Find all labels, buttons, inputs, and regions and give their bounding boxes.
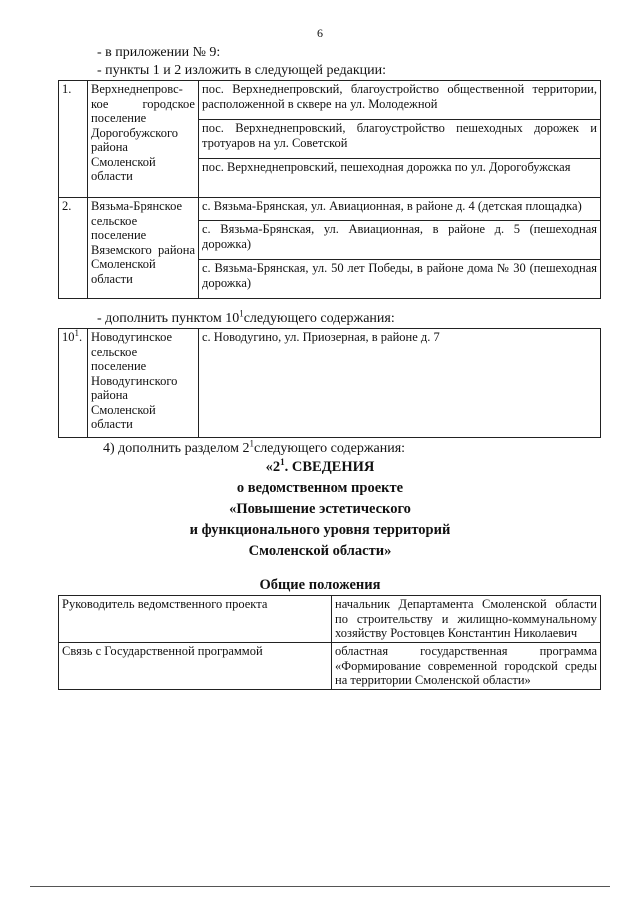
object-cell: пос. Верхнеднепровский, благоустройство пешеходных дорожек и тротуаров на ул. Советской [199, 120, 601, 159]
general-provisions-table [58, 595, 601, 690]
row-number: 2. [59, 198, 88, 299]
general-value: областная государственная программа «Формирование современной городской среды на территории Смоленской области» [332, 643, 601, 690]
general-label: Связь с Государственной программой [59, 643, 332, 690]
table-row [59, 198, 601, 221]
table-row [59, 643, 601, 690]
table-row [59, 329, 601, 438]
table-row [59, 81, 601, 120]
section-title [0, 457, 640, 478]
supplement-line [97, 308, 395, 327]
section-subtitle-4: Смоленской области» [248, 543, 392, 559]
supplement-table [58, 328, 601, 438]
page-number: 6 [317, 26, 323, 40]
section-line [103, 438, 406, 457]
row-number-text: 10 [62, 330, 75, 344]
section-title-sup: 1 [280, 457, 285, 468]
municipality-cell: Вязьма-Брянское сельское поселение Вяземского района Смоленской области [88, 198, 199, 299]
section-subtitle-3: и функционального уровня территорий [189, 522, 451, 538]
projects-table [58, 80, 601, 299]
object-cell: пос. Верхнеднепровский, благоустройство общественной территории, расположенной в сквере на ул. Молодежной [199, 81, 601, 120]
section-subtitle-1: о ведомственном проекте [236, 480, 404, 496]
row-number: 1. [59, 81, 88, 198]
row-number-suffix: . [79, 330, 83, 344]
intro-line-appendix: - в приложении № 9: [97, 45, 221, 60]
general-provisions-heading: Общие положения [259, 577, 381, 593]
general-label: Руководитель ведомственного проекта [59, 596, 332, 643]
section-title-prefix: «2 [265, 459, 281, 475]
supplement-text-end: следующего содержания: [243, 311, 395, 326]
section-title-suffix: . СВЕДЕНИЯ [284, 459, 375, 475]
section-text-end: следующего содержания: [253, 441, 406, 456]
municipality-cell: Верхнеднепровс-кое городское поселение Дорогобужского района Смоленской области [88, 81, 199, 198]
section-sup: 1 [249, 438, 254, 449]
bottom-edge-line [30, 886, 610, 887]
general-value: начальник Департамента Смоленской области по строительству и жилищно-коммунальному хозяйству Ростовцев Константин Николаевич [332, 596, 601, 643]
object-cell: с. Новодугино, ул. Приозерная, в районе д. 7 [199, 329, 601, 438]
object-cell: с. Вязьма-Брянская, ул. Авиационная, в районе д. 5 (пешеходная дорожка) [199, 221, 601, 260]
supplement-sup: 1 [239, 308, 244, 319]
object-cell: с. Вязьма-Брянская, ул. 50 лет Победы, в районе дома № 30 (пешеходная дорожка) [199, 260, 601, 299]
municipality-cell: Новодугинское сельское поселение Новодугинского района Смоленской области [88, 329, 199, 438]
object-cell: с. Вязьма-Брянская, ул. Авиационная, в районе д. 4 (детская площадка) [199, 198, 601, 221]
row-number [59, 329, 88, 438]
intro-line-items: - пункты 1 и 2 изложить в следующей редакции: [97, 63, 387, 78]
section-subtitle-2: «Повышение эстетического [229, 501, 411, 517]
section-text: 4) дополнить разделом 2 [103, 441, 250, 456]
supplement-text: - дополнить пунктом 10 [97, 311, 240, 326]
table-row [59, 596, 601, 643]
row-number-sup: 1 [74, 327, 79, 338]
object-cell: пос. Верхнеднепровский, пешеходная дорожка по ул. Дорогобужская [199, 159, 601, 198]
